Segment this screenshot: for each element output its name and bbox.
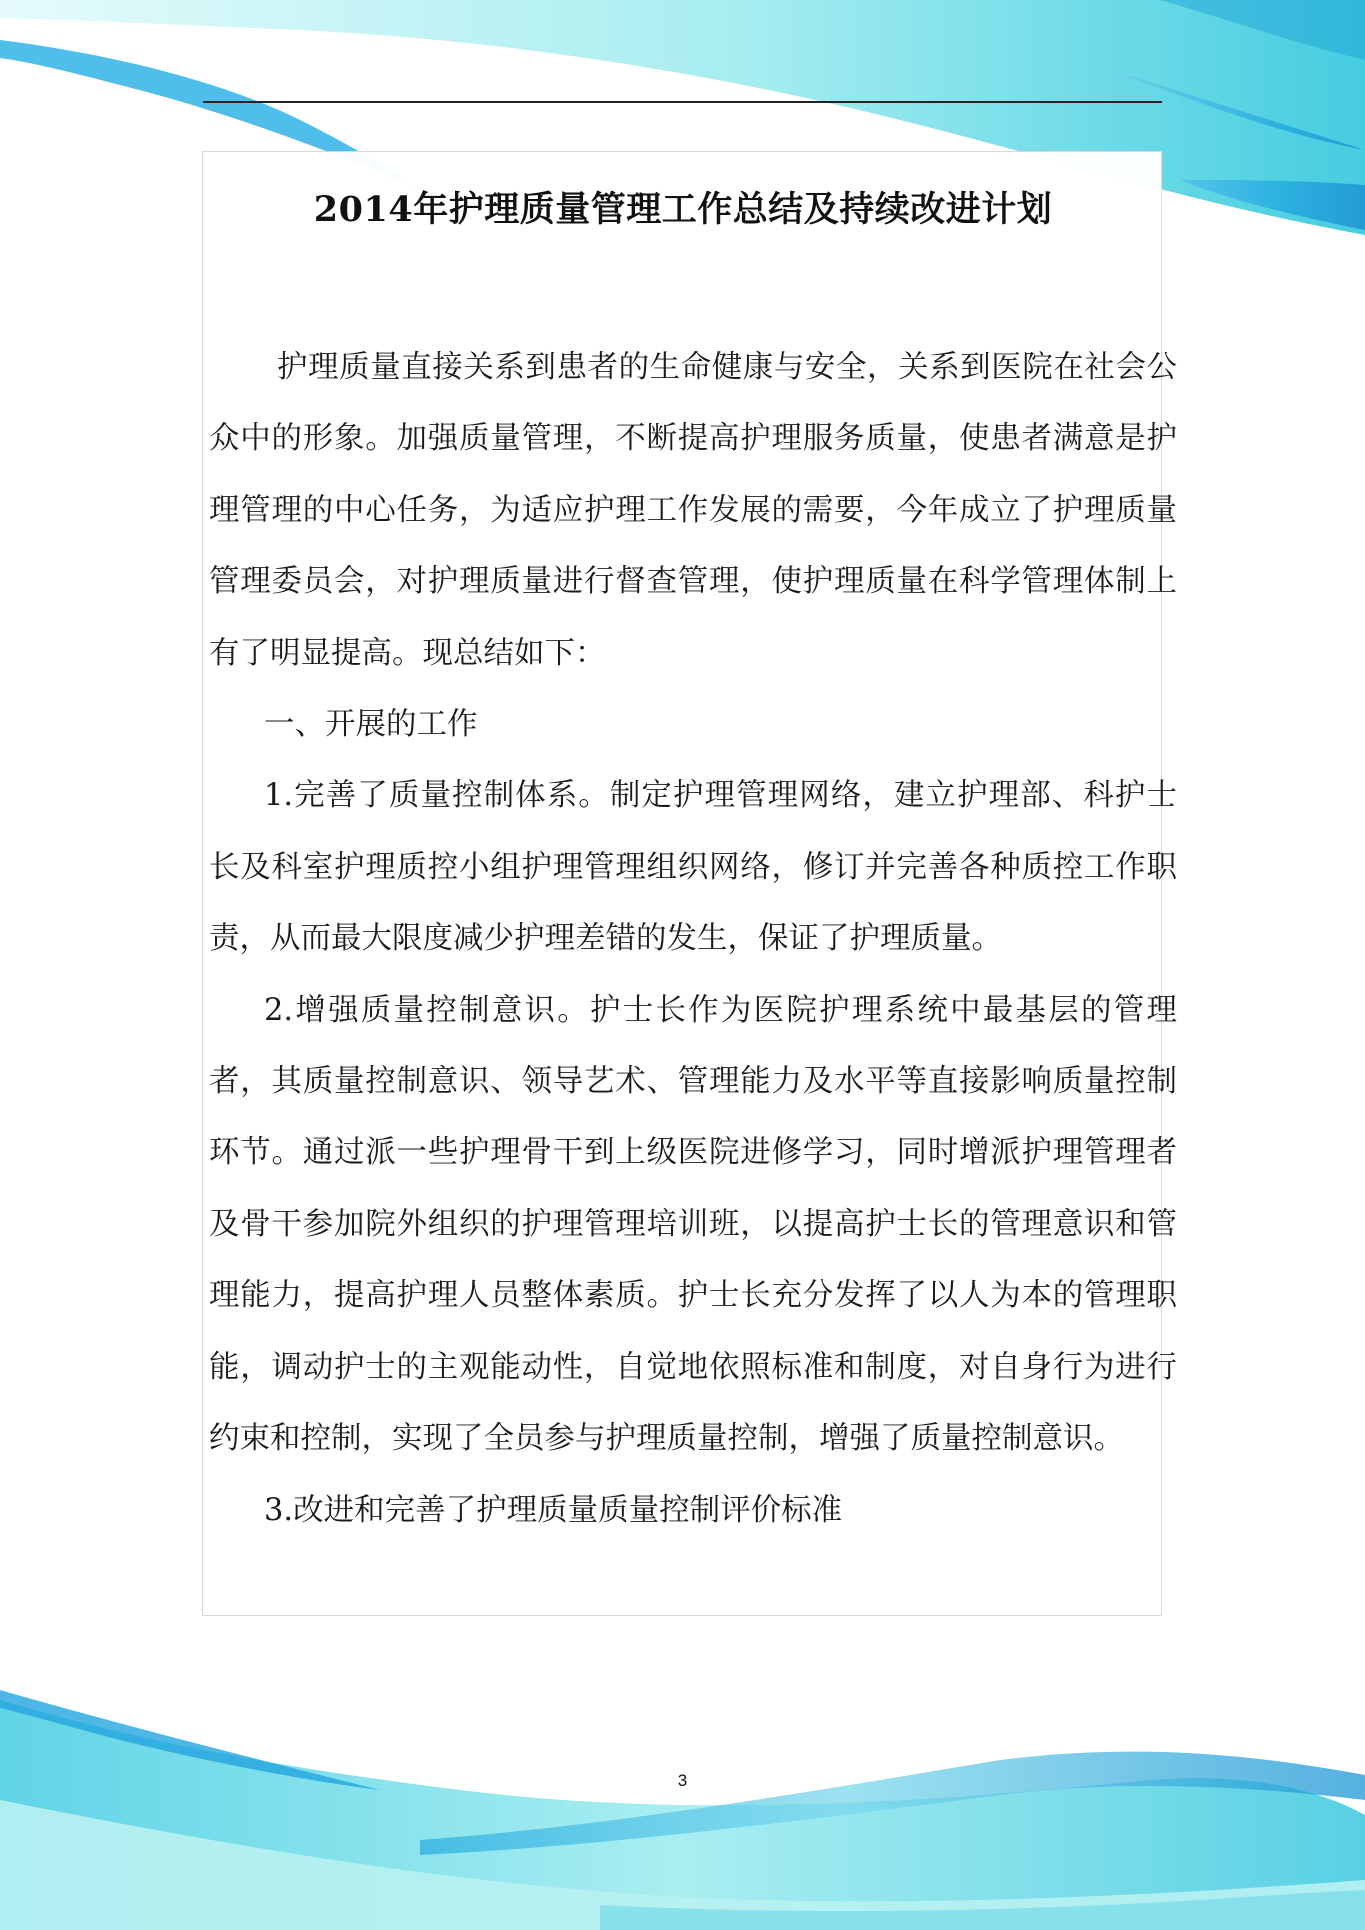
section-heading-work: 一、开展的工作 — [264, 707, 478, 743]
paragraph-item-1: 1.完善了质量控制体系。制定护理管理网络，建立护理部、科护士长及科室护理质控小组护理管理组织网络，修订并完善各种质控工作职责，从而最大限度减少护理差错的发生，保证了护理质量。 — [209, 778, 1177, 957]
header-rule — [203, 101, 1162, 103]
paragraph-item-3: 3.改进和完善了护理质量质量控制评价标准 — [264, 1492, 843, 1528]
paragraph-item-2: 2.增强质量控制意识。护士长作为医院护理系统中最基层的管理者，其质量控制意识、领导艺术、管理能力及水平等直接影响质量控制环节。通过派一些护理骨干到上级医院进修学习，同时增派护理管理者及骨干参加院外组织的护理管理培训班，以提高护士长的管理意识和管理能力，提高护理人员整体素质。护士长充分发挥了以人为本的管理职能，调动护士的主观能动性，自觉地依照标准和制度，对自身行为进行约束和控制，实现了全员参与护理质量控制，增强了质量控制意识。 — [209, 992, 1177, 1457]
document-title: 2014年护理质量管理工作总结及持续改进计划 — [313, 189, 1053, 230]
document-body — [209, 332, 1177, 1546]
page-number: 3 — [677, 1771, 688, 1790]
intro-paragraph: 护理质量直接关系到患者的生命健康与安全，关系到医院在社会公众中的形象。加强质量管理，不断提高护理服务质量，使患者满意是护理管理的中心任务，为适应护理工作发展的需要，今年成立了护理质量管理委员会，对护理质量进行督查管理，使护理质量在科学管理体制上有了明显提高。现总结如下： — [209, 350, 1177, 671]
document-content-box — [202, 151, 1177, 1616]
